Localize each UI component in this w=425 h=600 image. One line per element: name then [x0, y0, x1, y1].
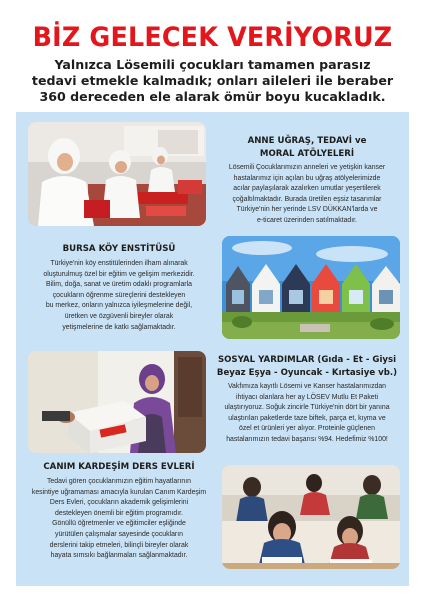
section-body-line: destekleyen önemli bir eğitim programıdır.	[55, 509, 183, 517]
section-body-line: derslerini takip etmeleri, bilinçli bireyler olarak	[49, 541, 189, 549]
section-body-social-aid	[210, 382, 404, 446]
section-body-line: hayata sımsıkı bağlanmaları sağlanmaktadır.	[50, 552, 188, 560]
section-body-line: Vakfımıza kayıtlı Lösemi ve Kanser hastalarımızdan	[227, 383, 387, 390]
section-body-line: oluşturulmuş özel bir eğitim ve gelişim merkezidir.	[43, 270, 195, 278]
section-title-village-institute	[24, 243, 214, 256]
section-title-study-houses	[24, 461, 214, 474]
section-body-line: hastalarımızın tedavi başarısı %94. Hedefimiz %100!	[226, 435, 388, 443]
section-body-study-houses	[24, 477, 214, 562]
section-body-workshops	[212, 163, 402, 227]
section-body-line: yürütülen çalışmalar sayesinde çocukların	[55, 530, 183, 538]
section-body-line: Türkiye'nin köy enstitülerinden ilham alınarak	[50, 260, 188, 267]
section-title-line: ANNE UĞRAŞ, TEDAVİ ve	[247, 136, 367, 146]
study-house-photo	[222, 465, 400, 569]
section-title-workshops	[212, 135, 402, 161]
section-body-line: ulaştırıyoruz. Soğuk zincirle Türkiye'nin dört bir yanına	[224, 404, 390, 412]
section-body-line: özel et ürünleri yer alıyor. Proteinle güçlenen	[239, 425, 375, 433]
page-headline: BİZ GELECEK VERİYORUZ	[32, 22, 393, 53]
intro-line: tedavi etmekle kalmadık; onları aileleri ile beraber	[31, 73, 394, 88]
section-title-line: BURSA KÖY ENSTİTÜSÜ	[62, 244, 176, 254]
intro-line: 360 dereceden ele alarak ömür boyu kucakladık.	[39, 89, 386, 104]
section-title-line: SOSYAL YARDIMLAR (Gıda - Et - Giysi	[217, 355, 397, 365]
section-body-line: üretken ve özgüvenli bireyler olarak	[64, 312, 174, 320]
village-institute-photo	[222, 236, 400, 339]
section-title-line: MORAL ATÖLYELERİ	[259, 149, 355, 159]
section-body-line: kesintiye uğramaması amacıyla kurulan Canım Kardeşim	[31, 488, 207, 496]
section-body-line: Ders Evleri, çocukların akademik gelişimlerini	[49, 499, 189, 507]
section-body-line: yetişmelerine de katkı sağlamaktadır.	[62, 323, 176, 331]
section-body-line: ulaştırılan paketlerde taze biftek, parça et, kıyma ve	[228, 414, 386, 422]
section-title-line: CANIM KARDEŞİM DERS EVLERİ	[43, 462, 195, 472]
section-body-line: acılar paylaşılarak azalırken umutlar yeşertilerek	[233, 185, 381, 193]
section-body-line: Türkiye'nin her yerinde LSV DÜKKAN'larda ve	[236, 206, 378, 214]
section-body-line: çoğaltılmaktadır. Burada üretilen eşsiz tasarımlar	[232, 195, 382, 203]
intro-paragraph	[20, 57, 405, 105]
section-body-line: ihtiyacı olanlara her ay LÖSEV Mutlu Et Paketi	[235, 393, 379, 401]
section-body-line: Tedavi gören çocuklarımızın eğitim hayatlarının	[46, 478, 191, 485]
section-body-line: bu merkez, onların yalnızca iyileşmelerine değil,	[45, 302, 193, 310]
section-body-village-institute	[24, 259, 214, 333]
intro-line: Yalnızca Lösemili çocukları tamamen parasız	[54, 57, 371, 72]
section-body-line: Lösemili Çocuklarımızın anneleri ve yetişkin kanser	[228, 164, 386, 171]
section-body-line: hastalarımız için açılan bu uğraş atölyelerimizde	[233, 174, 381, 182]
section-title-line: Beyaz Eşya - Oyuncak - Kırtasiye vb.)	[216, 368, 398, 378]
workshop-photo	[28, 122, 206, 226]
section-body-line: çocukların öğrenme süreçlerini destekleyen	[52, 291, 186, 299]
section-body-line: Bilim, doğa, sanat ve üretim odaklı programlarla	[46, 281, 192, 289]
social-aid-photo	[28, 351, 206, 453]
section-title-social-aid	[210, 354, 404, 380]
section-body-line: Gönüllü öğretmenler ve eğitimciler eşliğinde	[52, 520, 186, 528]
section-body-line: e-ticaret üzerinden satılmaktadır.	[257, 216, 357, 224]
